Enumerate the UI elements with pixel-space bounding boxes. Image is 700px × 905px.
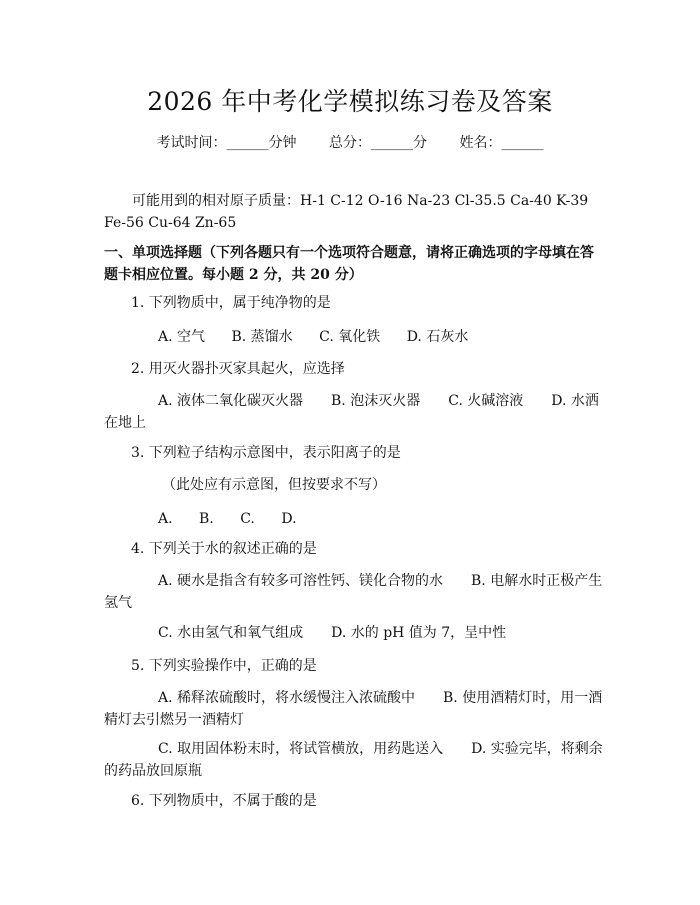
question-2-options: A. 液体二氧化碳灭火器 B. 泡沫灭火器 C. 火碱溶液 D. 水洒在地上 xyxy=(104,393,599,431)
question-5-options-cd: C. 取用固体粉末时，将试管横放，用药匙送入 D. 实验完毕，将剩余的药品放回原瓶 xyxy=(104,741,603,779)
option-d: D. 石灰水 xyxy=(406,329,469,345)
page-title: 2026 年中考化学模拟练习卷及答案 xyxy=(147,87,553,116)
option-d: D. xyxy=(281,511,297,527)
option-c: C. xyxy=(240,511,255,527)
question-6: 6. 下列物质中，不属于酸的是 xyxy=(131,793,317,809)
exam-meta xyxy=(0,132,700,152)
question-3: 3. 下列粒子结构示意图中，表示阳离子的是 xyxy=(131,445,401,461)
option-b: B. 蒸馏水 xyxy=(231,329,293,345)
diagram-note: （此处应有示意图，但按要求不写） xyxy=(162,477,386,493)
question-4-options-ab: A. 硬水是指含有较多可溶性钙、镁化合物的水 B. 电解水时正极产生氢气 xyxy=(104,573,603,611)
question-5-options-ab: A. 稀释浓硫酸时，将水缓慢注入浓硫酸中 B. 使用酒精灯时，用一酒精灯去引燃另一酒精灯 xyxy=(104,690,603,728)
question-1: 1. 下列物质中，属于纯净物的是 xyxy=(131,295,331,311)
section-heading: 一、单项选择题（下列各题只有一个选项符合题意，请将正确选项的字母填在答题卡相应位置。每小题 2 分，共 20 分） xyxy=(104,245,594,283)
question-3-options xyxy=(158,508,297,530)
option-b: B. xyxy=(199,511,214,527)
option-a: A. xyxy=(158,511,173,527)
exam-score: 总分：______分 xyxy=(329,135,427,151)
atomic-mass-note: 可能用到的相对原子质量：H-1 C-12 O-16 Na-23 Cl-35.5 Ca-40 K-39 Fe-56 Cu-64 Zn-65 xyxy=(104,193,589,231)
exam-time: 考试时间：______分钟 xyxy=(156,135,297,151)
exam-name: 姓名：______ xyxy=(459,135,544,151)
question-1-options xyxy=(158,326,468,348)
question-4-options-cd: C. 水由氢气和氧气组成 D. 水的 pH 值为 7，呈中性 xyxy=(158,625,507,641)
question-5: 5. 下列实验操作中，正确的是 xyxy=(131,658,317,674)
question-2: 2. 用灭火器扑灭家具起火，应选择 xyxy=(131,361,345,377)
option-c: C. 氧化铁 xyxy=(319,329,381,345)
question-4: 4. 下列关于水的叙述正确的是 xyxy=(131,541,317,557)
option-a: A. 空气 xyxy=(158,329,206,345)
